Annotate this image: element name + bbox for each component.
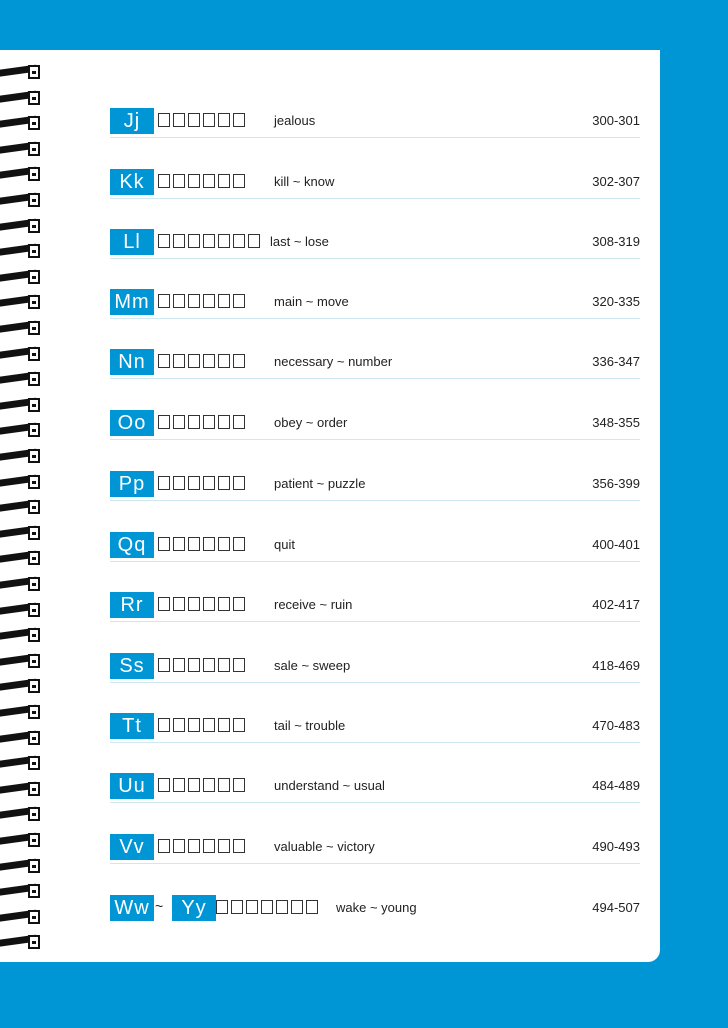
missing-glyphs [158,234,260,250]
spiral-ring-icon [0,269,42,285]
spiral-ring-icon [0,550,42,566]
index-row [110,289,640,315]
page-range: 300-301 [592,113,640,128]
spiral-ring-icon [0,730,42,746]
missing-glyphs [158,354,245,370]
spiral-ring-icon [0,755,42,771]
index-row [110,592,640,618]
word-range: sale ~ sweep [274,658,351,673]
row-divider [110,439,640,440]
index-row-last [110,895,640,921]
index-row [110,834,640,860]
missing-glyphs [158,597,245,613]
missing-glyphs [158,778,245,794]
spiral-ring-icon [0,678,42,694]
letter-tag: Vv [110,834,154,860]
letter-tag: Ll [110,229,154,255]
spiral-ring-icon [0,883,42,899]
spiral-ring-icon [0,653,42,669]
letter-tag: Kk [110,169,154,195]
spiral-ring-icon [0,320,42,336]
spiral-ring-icon [0,474,42,490]
spiral-ring-icon [0,934,42,950]
index-row [110,653,640,679]
spiral-ring-icon [0,781,42,797]
missing-glyphs [216,900,318,916]
spiral-ring-icon [0,627,42,643]
row-divider [110,500,640,501]
page-range: 308-319 [592,234,640,249]
word-range: last ~ lose [270,234,329,249]
page-range: 320-335 [592,294,640,309]
row-divider [110,561,640,562]
spiral-ring-icon [0,64,42,80]
spiral-ring-icon [0,90,42,106]
missing-glyphs [158,476,245,492]
letter-tag: Jj [110,108,154,134]
spiral-ring-icon [0,243,42,259]
spiral-ring-icon [0,371,42,387]
page-range: 484-489 [592,778,640,793]
spiral-ring-icon [0,525,42,541]
letter-tag: Pp [110,471,154,497]
spiral-ring-icon [0,141,42,157]
missing-glyphs [158,839,245,855]
word-range: patient ~ puzzle [274,476,366,491]
page-range: 400-401 [592,537,640,552]
word-range: valuable ~ victory [274,839,375,854]
spiral-binding [0,50,44,962]
spiral-ring-icon [0,218,42,234]
spiral-ring-icon [0,166,42,182]
letter-tag: Ww [110,895,154,921]
missing-glyphs [158,718,245,734]
index-page [0,50,660,962]
word-range: jealous [274,113,316,128]
spiral-ring-icon [0,806,42,822]
spiral-ring-icon [0,294,42,310]
missing-glyphs [158,294,245,310]
word-range: necessary ~ number [274,354,393,369]
index-row [110,532,640,558]
letter-tag: Tt [110,713,154,739]
word-range: understand ~ usual [274,778,385,793]
missing-glyphs [158,113,245,129]
letter-tag: Ss [110,653,154,679]
word-range: quit [274,537,295,552]
spiral-ring-icon [0,192,42,208]
spiral-ring-icon [0,448,42,464]
row-divider [110,258,640,259]
spiral-ring-icon [0,115,42,131]
letter-tag: Oo [110,410,154,436]
spiral-ring-icon [0,832,42,848]
page-range: 418-469 [592,658,640,673]
page-range: 348-355 [592,415,640,430]
word-range: obey ~ order [274,415,348,430]
spiral-ring-icon [0,602,42,618]
spiral-ring-icon [0,858,42,874]
index-row [110,349,640,375]
page-range: 302-307 [592,174,640,189]
index-row [110,471,640,497]
page-range: 494-507 [592,900,640,915]
letter-tag: Rr [110,592,154,618]
row-divider [110,863,640,864]
missing-glyphs [158,658,245,674]
word-range: main ~ move [274,294,349,309]
index-row [110,410,640,436]
word-range: kill ~ know [274,174,335,189]
page-range: 490-493 [592,839,640,854]
page-range: 336-347 [592,354,640,369]
page-range: 356-399 [592,476,640,491]
letter-tag: Nn [110,349,154,375]
spiral-ring-icon [0,397,42,413]
letter-tag: Uu [110,773,154,799]
row-divider [110,682,640,683]
index-row [110,229,640,255]
row-divider [110,742,640,743]
word-range: tail ~ trouble [274,718,346,733]
row-divider [110,198,640,199]
missing-glyphs [158,174,245,190]
spiral-ring-icon [0,704,42,720]
word-range: wake ~ young [336,900,417,915]
page-range: 470-483 [592,718,640,733]
missing-glyphs [158,415,245,431]
letter-tag: Mm [110,289,154,315]
letter-tag: Qq [110,532,154,558]
tilde-separator: ~ [155,898,164,914]
index-row [110,108,640,134]
spiral-ring-icon [0,422,42,438]
page-range: 402-417 [592,597,640,612]
row-divider [110,137,640,138]
spiral-ring-icon [0,909,42,925]
row-divider [110,318,640,319]
row-divider [110,621,640,622]
word-range: receive ~ ruin [274,597,353,612]
row-divider [110,378,640,379]
spiral-ring-icon [0,576,42,592]
index-row [110,169,640,195]
index-row [110,713,640,739]
spiral-ring-icon [0,499,42,515]
index-row [110,773,640,799]
missing-glyphs [158,537,245,553]
spiral-ring-icon [0,346,42,362]
letter-tag: Yy [172,895,216,921]
row-divider [110,802,640,803]
